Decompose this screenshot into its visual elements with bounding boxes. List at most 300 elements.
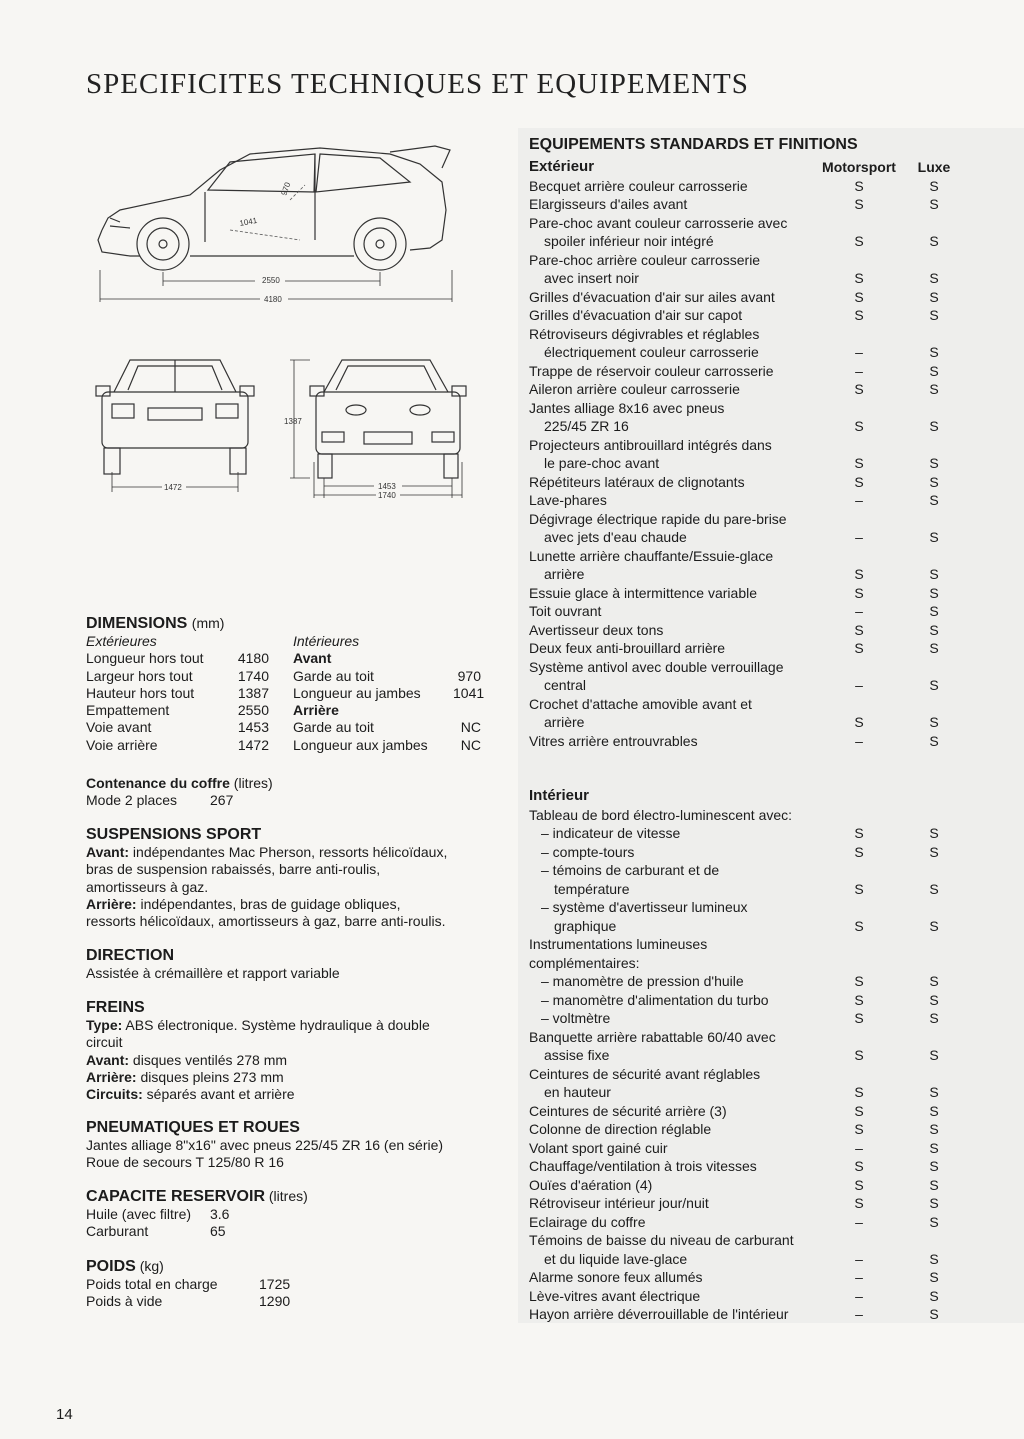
equipment-label: Pare-choc avant couleur carrosserie avec [529, 214, 788, 231]
equipment-label: Elargisseurs d'ailes avant [529, 196, 688, 212]
equipment-row [529, 288, 969, 307]
equipment-label: Banquette arrière rabattable 60/40 avec [529, 1028, 776, 1045]
ext-dim-value: 1740 [237, 667, 269, 684]
reservoir-row [86, 1206, 506, 1223]
luxe-value: S [929, 1047, 939, 1063]
equipment-label: Instrumentations lumineuses complémentaires: [529, 936, 708, 971]
motorsport-value: S [854, 270, 864, 286]
equipment-row [529, 491, 969, 510]
luxe-value: S [929, 1195, 939, 1211]
motorsport-value: – [855, 362, 863, 379]
int-dim-value: NC [460, 719, 481, 736]
equipment-label: Aileron arrière couleur carrosserie [529, 381, 740, 397]
int-dim-label: Arrière [293, 702, 339, 719]
equipment-label: Dégivrage électrique rapide du pare-brise [529, 510, 787, 527]
pneumatiques-section [86, 1118, 506, 1172]
equipment-label: Ouïes d'aération (4) [529, 1176, 653, 1193]
dim-spacer [269, 737, 293, 754]
reservoir-row [86, 1223, 506, 1240]
page-title: SPECIFICITES TECHNIQUES ET EQUIPEMENTS [86, 68, 749, 100]
motorsport-value: S [854, 1084, 864, 1100]
equipment-label: Grilles d'évacuation d'air sur ailes avant [529, 288, 775, 305]
equipment-row [529, 972, 969, 991]
equipment-label: Lave-phares [529, 492, 607, 508]
equipment-label: central [544, 677, 587, 693]
ext-dim-label: Voie arrière [86, 736, 158, 753]
wheelbase-label: 2550 [262, 276, 280, 285]
luxe-value: S [929, 714, 939, 730]
luxe-value: S [929, 1010, 939, 1026]
coffre-title: Contenance du coffre (litres) [86, 775, 273, 791]
equipment-label: Projecteurs antibrouillard intégrés dans [529, 436, 772, 453]
luxe-value: S [929, 1084, 939, 1100]
equipment-row [529, 1083, 969, 1102]
luxe-value [899, 1028, 969, 1047]
motorsport-value: S [854, 1158, 864, 1174]
exterieur-header-row [529, 158, 969, 177]
equipment-label: Volant sport gainé cuir [529, 1139, 668, 1156]
equipment-row [529, 1194, 969, 1213]
luxe-value: S [929, 1250, 939, 1267]
equipment-row [529, 1213, 969, 1232]
luxe-value [899, 547, 969, 566]
pneumatiques-title: PNEUMATIQUES ET ROUES [86, 1119, 300, 1136]
motorsport-value [819, 436, 899, 455]
motorsport-value: S [854, 1047, 864, 1063]
freins-type-line2: circuit [86, 1034, 123, 1051]
length-label: 4180 [264, 295, 282, 304]
front-track-label: 1453 [378, 482, 396, 491]
exterieur-title: Extérieur [529, 158, 595, 175]
width-label: 1740 [378, 491, 396, 500]
car-side-view-drawing [90, 140, 460, 310]
dimensions-title: DIMENSIONS (mm) [86, 615, 225, 632]
luxe-value: S [929, 307, 939, 323]
luxe-value: S [929, 1176, 939, 1193]
equipment-row [529, 1009, 969, 1028]
coffre-section [86, 775, 506, 810]
equipment-label: le pare-choc avant [544, 455, 660, 471]
equipment-row [529, 713, 969, 732]
equipment-row [529, 473, 969, 492]
motorsport-value [819, 251, 899, 270]
poids-row [86, 1293, 506, 1310]
freins-title: FREINS [86, 999, 145, 1016]
int-dim-value: NC [460, 736, 481, 753]
poids-label: Poids total en charge [86, 1276, 218, 1292]
motorsport-value: – [855, 1306, 863, 1322]
luxe-value: S [929, 381, 939, 397]
interieur-header-row [529, 787, 969, 806]
int-dim-value: 970 [457, 667, 481, 684]
equipment-row [529, 898, 969, 917]
reservoir-label: Huile (avec filtre) [86, 1206, 192, 1222]
luxe-value: S [929, 1139, 939, 1156]
equipment-row [529, 1157, 969, 1176]
luxe-value [899, 251, 969, 270]
equipment-row [529, 343, 969, 362]
freins-arriere: Arrière: disques pleins 273 mm [86, 1068, 284, 1085]
ext-dim-value: 1453 [237, 719, 269, 736]
equipment-row [529, 824, 969, 843]
equipment-row [529, 195, 969, 214]
equipment-label: Toit ouvrant [529, 603, 602, 619]
motorsport-value: – [855, 1269, 863, 1285]
luxe-value [899, 399, 969, 418]
motorsport-value: S [854, 973, 864, 989]
reservoir-label: Carburant [86, 1223, 149, 1240]
motorsport-value: S [854, 473, 864, 490]
luxe-value: S [929, 1269, 939, 1285]
equipment-label: arrière [544, 566, 585, 582]
equipment-label: Deux feux anti-brouillard arrière [529, 640, 726, 656]
equipment-label: – indicateur de vitesse [541, 825, 681, 841]
equipment-label: – système d'avertisseur lumineux [541, 899, 748, 915]
motorsport-value [819, 510, 899, 529]
luxe-value: S [929, 362, 939, 379]
ext-dim-label: Longueur hors tout [86, 650, 204, 667]
luxe-value: S [929, 1306, 939, 1322]
ext-dim-value: 2550 [237, 702, 269, 719]
luxe-value: S [929, 492, 939, 508]
equipment-label: Ceintures de sécurité avant réglables [529, 1065, 761, 1082]
equipment-row [529, 1139, 969, 1158]
suspensions-avant: Avant: indépendantes Mac Pherson, ressorts hélicoïdaux, [86, 844, 448, 860]
motorsport-value: S [854, 455, 864, 471]
col-luxe: Luxe [917, 159, 951, 175]
poids-row [86, 1276, 506, 1293]
motorsport-value: S [854, 1195, 864, 1211]
motorsport-value [819, 1028, 899, 1047]
motorsport-value [819, 695, 899, 714]
freins-avant: Avant: disques ventilés 278 mm [86, 1051, 288, 1068]
ext-dim-value: 1387 [237, 684, 269, 701]
luxe-value: S [929, 621, 939, 638]
interieur-table [529, 787, 969, 1324]
luxe-value: S [929, 177, 939, 194]
equipment-row [529, 1065, 969, 1084]
freins-circuits: Circuits: séparés avant et arrière [86, 1086, 295, 1103]
reservoir-value: 3.6 [210, 1206, 230, 1222]
int-dim-value: 1041 [453, 684, 485, 701]
motorsport-value: – [855, 1213, 863, 1230]
int-dim-label: Garde au toit [293, 667, 374, 684]
equipment-label: Tableau de bord électro-luminescent avec: [529, 806, 793, 823]
equipment-row [529, 658, 969, 677]
equipment-label: Crochet d'attache amovible avant et [529, 695, 752, 712]
luxe-value: S [929, 603, 939, 619]
poids-value: 1290 [259, 1293, 291, 1310]
poids-value: 1725 [259, 1276, 291, 1292]
equipment-label: Jantes alliage 8x16 avec pneus [529, 399, 725, 416]
equipment-label: Système antivol avec double verrouillage [529, 658, 784, 675]
luxe-value: S [929, 344, 939, 360]
equipment-label: Lève-vitres avant électrique [529, 1287, 701, 1304]
ext-dim-value: 1472 [237, 736, 269, 753]
dim-spacer [269, 702, 293, 719]
poids-label: Poids à vide [86, 1293, 163, 1310]
equipment-label: électriquement couleur carrosserie [544, 344, 759, 360]
motorsport-value: – [855, 344, 863, 360]
equipment-row [529, 584, 969, 603]
motorsport-value: S [854, 584, 864, 601]
coffre-row: Mode 2 places 267 [86, 792, 234, 809]
luxe-value: S [929, 529, 939, 545]
dimensions-table [86, 633, 506, 754]
motorsport-value: S [854, 233, 864, 249]
equipment-label: – compte-tours [541, 843, 635, 860]
angle-1041-label: 1041 [238, 216, 258, 228]
motorsport-value [819, 1065, 899, 1084]
equipment-row [529, 417, 969, 436]
luxe-value: S [929, 917, 939, 934]
equipment-row [529, 547, 969, 566]
equipment-row [529, 251, 969, 270]
dim-spacer [269, 719, 293, 736]
luxe-value: S [929, 1158, 939, 1174]
dim-spacer [269, 668, 293, 685]
luxe-value: S [929, 196, 939, 212]
luxe-value [899, 695, 969, 714]
motorsport-value: S [854, 1121, 864, 1137]
luxe-value: S [929, 843, 939, 860]
equipment-row [529, 639, 969, 658]
equipment-label: assise fixe [544, 1047, 610, 1063]
equipment-label: arrière [544, 714, 585, 730]
motorsport-value [819, 214, 899, 233]
equipment-label: Essuie glace à intermittence variable [529, 584, 758, 601]
luxe-value [899, 658, 969, 677]
equipment-row [529, 732, 969, 751]
motorsport-value: S [854, 621, 864, 638]
luxe-value: S [929, 677, 939, 693]
luxe-value [899, 935, 969, 972]
equipment-row [529, 1046, 969, 1065]
poids-title: POIDS (kg) [86, 1258, 164, 1275]
equipment-row [529, 380, 969, 399]
luxe-value: S [929, 880, 939, 897]
motorsport-value: S [854, 640, 864, 656]
dimensions-section [86, 614, 506, 754]
luxe-value: S [929, 1102, 939, 1119]
equipment-row [529, 1102, 969, 1121]
int-dim-label: Garde au toit [293, 719, 374, 736]
equipment-label: Rétroviseur intérieur jour/nuit [529, 1195, 709, 1211]
suspensions-avant-line2: bras de suspension rabaissés, barre anti-roulis, [86, 861, 381, 878]
equipment-label: – manomètre d'alimentation du turbo [541, 991, 769, 1008]
pneumatiques-line1: Jantes alliage 8"x16" avec pneus 225/45 ZR 16 (en série) [86, 1137, 444, 1153]
luxe-value: S [929, 418, 939, 434]
car-front-view-drawing [280, 352, 470, 504]
motorsport-value: – [855, 1287, 863, 1304]
motorsport-value: S [854, 991, 864, 1008]
equipment-row [529, 306, 969, 325]
equipment-label: – témoins de carburant et de [541, 862, 720, 878]
equipment-label: Rétroviseurs dégivrables et réglables [529, 325, 760, 342]
equipment-row [529, 695, 969, 714]
equipment-row [529, 232, 969, 251]
equipment-label: Trappe de réservoir couleur carrosserie [529, 362, 774, 379]
luxe-value: S [929, 973, 939, 989]
motorsport-value: S [854, 196, 864, 212]
int-dim-value [453, 650, 481, 667]
suspensions-section [86, 825, 506, 930]
ext-dim-label: Voie avant [86, 719, 152, 736]
luxe-value: S [929, 455, 939, 471]
equipment-label: température [554, 880, 630, 897]
direction-section [86, 946, 506, 982]
rear-track-label: 1472 [164, 483, 182, 492]
luxe-value: S [929, 473, 939, 490]
ext-dim-value: 4180 [237, 650, 269, 667]
equipment-row [529, 1231, 969, 1250]
interieur-title: Intérieur [529, 787, 590, 804]
ext-dim-label: Hauteur hors tout [86, 684, 195, 701]
equipment-label: Colonne de direction réglable [529, 1121, 712, 1137]
ext-header: Extérieures [86, 633, 157, 649]
car-rear-view-drawing [94, 352, 256, 497]
height-label: 1387 [284, 417, 302, 426]
col-motorsport: Motorsport [822, 159, 896, 175]
motorsport-value [819, 1231, 899, 1250]
page-number: 14 [56, 1406, 73, 1423]
motorsport-value: S [854, 288, 864, 305]
luxe-value: S [929, 270, 939, 286]
motorsport-value: – [855, 1139, 863, 1156]
equipment-label: – manomètre de pression d'huile [541, 973, 744, 989]
equipment-label: Chauffage/ventilation à trois vitesses [529, 1158, 757, 1174]
luxe-value [899, 510, 969, 529]
equipment-label: et du liquide lave-glace [544, 1250, 688, 1267]
motorsport-value: – [855, 1250, 863, 1267]
equipment-label: Témoins de baisse du niveau de carburant [529, 1232, 794, 1248]
dim-spacer [269, 650, 293, 667]
poids-section [86, 1257, 506, 1311]
motorsport-value: – [855, 732, 863, 749]
luxe-value [899, 806, 969, 825]
equipment-row [529, 991, 969, 1010]
reservoir-value: 65 [210, 1223, 226, 1240]
equipment-label: Hayon arrière déverrouillable de l'intérieur [529, 1306, 789, 1322]
luxe-value: S [929, 1287, 939, 1304]
motorsport-value: – [855, 603, 863, 619]
equipment-label: Pare-choc arrière couleur carrosserie [529, 251, 761, 268]
luxe-value: S [929, 825, 939, 841]
equipment-row [529, 1250, 969, 1269]
motorsport-value: S [854, 880, 864, 897]
equipment-label: spoiler inférieur noir intégré [544, 233, 714, 249]
reservoir-section [86, 1187, 506, 1241]
motorsport-value [819, 861, 899, 880]
motorsport-value: S [854, 177, 864, 194]
int-dim-label: Longueur aux jambes [293, 736, 428, 753]
luxe-value [899, 436, 969, 455]
equipment-label: Ceintures de sécurité arrière (3) [529, 1102, 727, 1119]
motorsport-value: S [854, 418, 864, 434]
equipment-label: avec jets d'eau chaude [544, 529, 687, 545]
direction-text: Assistée à crémaillère et rapport variable [86, 965, 340, 981]
equipment-label: 225/45 ZR 16 [544, 418, 629, 434]
motorsport-value: S [854, 381, 864, 397]
equipment-label: Avertisseur deux tons [529, 621, 664, 638]
motorsport-value [819, 399, 899, 418]
equipment-row [529, 565, 969, 584]
equipment-label: Répétiteurs latéraux de clignotants [529, 473, 745, 490]
equipment-row [529, 676, 969, 695]
equipment-row [529, 1028, 969, 1047]
equipment-label: Eclairage du coffre [529, 1213, 646, 1230]
equipment-row [529, 510, 969, 529]
int-header: Intérieures [293, 633, 360, 649]
luxe-value [899, 325, 969, 344]
motorsport-value: S [854, 1102, 864, 1119]
motorsport-value: S [854, 825, 864, 841]
motorsport-value: S [854, 1010, 864, 1026]
equipment-row [529, 806, 969, 825]
motorsport-value: S [854, 566, 864, 582]
luxe-value: S [929, 991, 939, 1008]
equipment-row [529, 602, 969, 621]
equipment-row [529, 1176, 969, 1195]
equipment-row [529, 880, 969, 899]
luxe-value [899, 898, 969, 917]
motorsport-value: – [855, 492, 863, 508]
freins-type: Type: ABS électronique. Système hydraulique à double [86, 1017, 430, 1033]
direction-title: DIRECTION [86, 947, 174, 964]
motorsport-value [819, 935, 899, 972]
equipment-row [529, 325, 969, 344]
motorsport-value [819, 325, 899, 344]
luxe-value [899, 861, 969, 880]
equipment-row [529, 1268, 969, 1287]
luxe-value [899, 1065, 969, 1084]
equipment-label: avec insert noir [544, 270, 639, 286]
equipment-row [529, 1305, 969, 1324]
equipment-row [529, 399, 969, 418]
luxe-value [899, 214, 969, 233]
equipment-row [529, 362, 969, 381]
suspensions-title: SUSPENSIONS SPORT [86, 826, 262, 843]
equipment-row [529, 917, 969, 936]
equipment-row [529, 1120, 969, 1139]
equipment-row [529, 269, 969, 288]
motorsport-value: S [854, 1176, 864, 1193]
motorsport-value [819, 806, 899, 825]
pneumatiques-line2: Roue de secours T 125/80 R 16 [86, 1154, 284, 1171]
ext-dim-label: Largeur hors tout [86, 667, 193, 684]
equipment-row [529, 935, 969, 972]
luxe-value: S [929, 1213, 939, 1230]
int-dim-label: Avant [293, 650, 332, 667]
luxe-value: S [929, 640, 939, 656]
equipment-label: graphique [554, 917, 617, 934]
exterieur-table [529, 158, 969, 750]
equipment-row [529, 528, 969, 547]
equipment-label: Vitres arrière entrouvrables [529, 732, 698, 749]
motorsport-value [819, 547, 899, 566]
luxe-value: S [929, 732, 939, 749]
equipment-row [529, 436, 969, 455]
suspensions-arriere-line2: ressorts hélicoïdaux, amortisseurs à gaz, barre anti-roulis. [86, 913, 446, 930]
ext-dim-label: Empattement [86, 702, 170, 719]
luxe-value [899, 1231, 969, 1250]
motorsport-value [819, 898, 899, 917]
equipment-label: – voltmètre [541, 1010, 611, 1026]
equipment-row [529, 843, 969, 862]
int-dim-value [453, 702, 481, 719]
equipment-row [529, 454, 969, 473]
motorsport-value: – [855, 529, 863, 545]
